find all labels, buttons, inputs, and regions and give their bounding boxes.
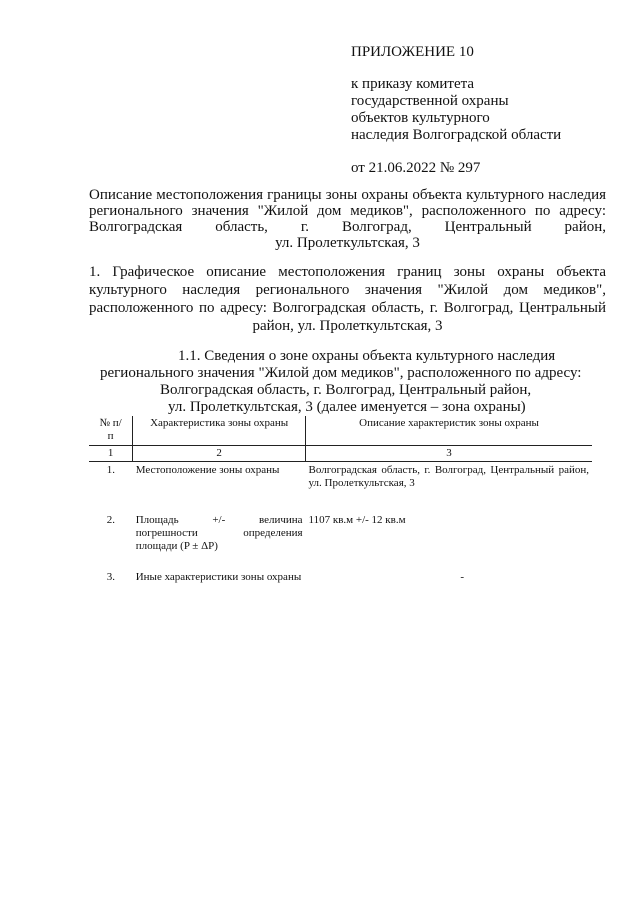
column-number: 2 xyxy=(133,446,306,462)
row-characteristic: Местоположение зоны охраны xyxy=(135,464,280,476)
appendix-date: от 21.06.2022 № 297 xyxy=(351,160,481,176)
description-heading xyxy=(89,187,606,251)
row-characteristic: Иные характеристики зоны охраны xyxy=(135,571,302,583)
table-header-row xyxy=(89,416,592,446)
column-number: 1 xyxy=(89,446,133,462)
row-characteristic: Площадь +/- величина погрешности определения площади (P ± ΔP) xyxy=(135,514,303,552)
description-line: регионального значения "Жилой дом медиков", расположенного по адресу: xyxy=(89,203,606,219)
order-line: к приказу комитета xyxy=(351,76,475,92)
table-row xyxy=(89,462,592,513)
table-row xyxy=(89,569,592,584)
subsection-line: 1.1. Сведения о зоне охраны объекта культурного наследия xyxy=(178,348,556,364)
subsection-line: Волгоградская область, г. Волгоград, Центральный район, xyxy=(160,382,532,398)
column-number: 3 xyxy=(306,446,592,462)
section-1-line: 1. Графическое описание местоположения границ зоны охраны объекта xyxy=(89,264,606,280)
appendix-title: ПРИЛОЖЕНИЕ 10 xyxy=(351,44,474,60)
header-description: Описание характеристик зоны охраны xyxy=(306,416,592,446)
section-1-line: культурного наследия регионального значения "Жилой дом медиков", xyxy=(89,282,606,298)
zone-table xyxy=(89,416,592,584)
section-1-line: расположенного по адресу: Волгоградская область, г. Волгоград, Центральный xyxy=(89,300,606,316)
row-description: Волгоградская область, г. Волгоград, Центральный район, ул. Пролеткультская, 3 xyxy=(308,464,589,489)
description-line: ул. Пролеткультская, 3 xyxy=(275,235,420,251)
section-1-line: район, ул. Пролеткультская, 3 xyxy=(252,318,443,334)
description-line: Описание местоположения границы зоны охраны объекта культурного наследия xyxy=(89,187,606,203)
row-num: 2. xyxy=(106,514,115,526)
header-characteristic: Характеристика зоны охраны xyxy=(133,416,306,446)
row-description: - xyxy=(460,571,465,583)
subsection-line: ул. Пролеткультская, 3 (далее именуется – зона охраны) xyxy=(168,399,526,415)
appendix-order-reference xyxy=(351,76,611,144)
order-line: объектов культурного xyxy=(351,110,490,126)
table-number-row xyxy=(89,446,592,462)
row-num: 3. xyxy=(106,571,115,583)
order-line: наследия Волгоградской области xyxy=(351,127,562,143)
table-row xyxy=(89,512,592,569)
subsection-1-1 xyxy=(100,348,606,416)
order-line: государственной охраны xyxy=(351,93,509,109)
appendix-block xyxy=(351,44,611,177)
row-num: 1. xyxy=(106,464,115,476)
description-line: Волгоградская область, г. Волгоград, Центральный район, xyxy=(89,219,606,235)
section-1 xyxy=(89,263,606,335)
row-description: 1107 кв.м +/- 12 кв.м xyxy=(308,514,406,526)
subsection-line: регионального значения "Жилой дом медиков", расположенного по адресу: xyxy=(100,365,582,381)
header-num: № п/п xyxy=(89,416,133,446)
